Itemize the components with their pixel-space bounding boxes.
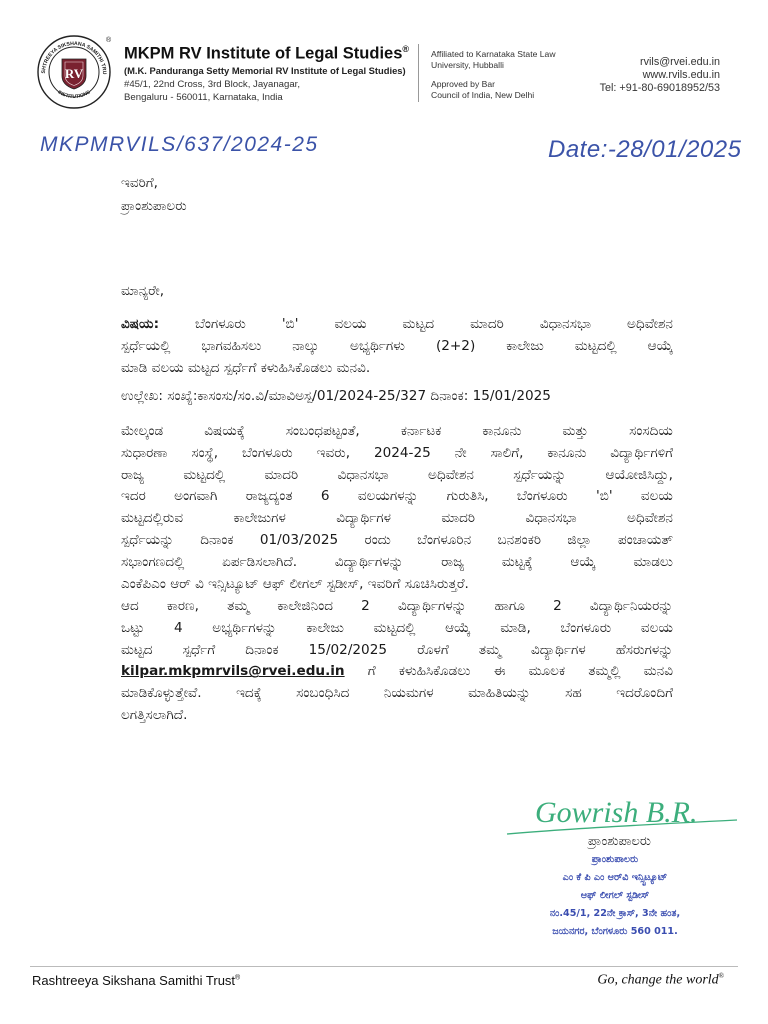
logo-bottom-text: INSTITUTIONS [56,89,92,101]
subject-label: ವಿಷಯ: [121,316,160,332]
paragraph-line-with-email [121,661,673,683]
subject-block [121,314,673,379]
footer-right-registered-mark: ® [718,972,724,980]
affiliation-line-2: University, Hubballi [431,60,504,70]
reference-line: ಉಲ್ಲೇಖ: ಸಂಖ್ಯೆ:ಕಾಸಂಸು/ಸಂ.ವಿ/ಮಾವಿಅಸ್ಪ/01/2024-25/327 ದಿನಾಂಕ: 15/01/2025 [121,388,551,404]
principal-office-seal [510,851,720,941]
paragraph-line: ಲಗತ್ತಿಸಲಾಗಿದೆ. [121,706,188,723]
paragraph-line: ಒಟ್ಟು 4 ಅಭ್ಯರ್ಥಿಗಳನ್ನು ಕಾಲೇಜು ಮಟ್ಟದಲ್ಲಿ ಆಯ್ಕೆ ಮಾಡಿ, ಬೆಂಗಳೂರು ವಲಯ [121,619,673,636]
svg-text:INSTITUTIONS [56,89,92,100]
seal-line: ಪ್ರಾಂಶುಪಾಲರು [591,854,639,865]
paragraph-line: ಮಟ್ಟದ ಸ್ಪರ್ಧೆಗೆ ದಿನಾಂಕ 15/02/2025 ರೊಳಗೆ ತಮ್ಮ ವಿದ್ಯಾರ್ಥಿಗಳ ಹೆಸರುಗಳನ್ನು [121,641,673,658]
handwritten-date: Date:-28/01/2025 [548,136,742,163]
paragraph-line: ಮಾಡಿಕೊಳ್ಳುತ್ತೇವೆ. ಇದಕ್ಕೆ ಸಂಬಂಧಿಸಿದ ನಿಯಮಗಳ ಮಾಹಿತಿಯನ್ನು ಸಹ ಇದರೊಂದಿಗೆ [121,685,673,702]
address-line-2: Bengaluru - 560011, Karnataka, India [124,92,283,103]
handwritten-reference-number: MKPMRVILS/637/2024-25 [40,133,319,156]
paragraph-line: ಎಂಕೆಪಿಎಂ ಆರ್ ವಿ ಇನ್ಸಿಟ್ಯೂಟ್ ಆಫ್ ಲೀಗಲ್ ಸ್ಟಡೀಸ್, ಇವರಿಗೆ ಸೂಚಿಸಿರುತ್ತರೆ. [121,575,469,592]
contact-phone: Tel: +91-80-69018952/53 [599,82,720,94]
rv-institutions-logo [36,34,112,110]
subject-line-3: ಮಾಡಿ ವಲಯ ಮಟ್ಟದ ಸ್ಪರ್ಧೆಗೆ ಕಳುಹಿಸಿಕೊಡಲು ಮನವಿ. [121,359,371,376]
seal-line: ಆಫ್ ಲೀಗಲ್ ಸ್ಟಡೀಸ್ [580,890,650,901]
body-paragraph-1 [121,421,673,595]
seal-line: ಜಯನಗರ, ಬೆಂಗಳೂರು 560 011. [552,926,678,937]
paragraph-line: ಸ್ಪರ್ಧೆಯನ್ನು ದಿನಾಂಕ 01/03/2025 ರಂದು ಬೆಂಗಳೂರಿನ ಬನಶಂಕರಿ ಜಿಲ್ಲಾ ಪಂಚಾಯತ್ [121,531,673,548]
paragraph-line: ಇದರ ಅಂಗವಾಗಿ ರಾಜ್ಯದ್ಯಂತ 6 ವಲಯಗಳನ್ನು ಗುರುತಿಸಿ, ಬೆಂಗಳೂರು 'ಬಿ' ವಲಯ [121,488,673,505]
addressee-to: ಇವರಿಗೆ, [121,175,158,191]
footer-trust-text: Rashtreeya Sikshana Samithi Trust [32,973,236,988]
paragraph-line: ಮಟ್ಟದಲ್ಲಿರುವ ಕಾಲೇಜುಗಳ ವಿದ್ಯಾರ್ಥಿಗಳ ಮಾದರಿ ವಿಧಾನಸಭಾ ಅಧಿವೇಶನ [121,510,673,527]
body-paragraph-2 [121,596,673,727]
signatory-title: ಪ್ರಾಂಶುಪಾಲರು [588,834,651,849]
addressee-recipient: ಪ್ರಾಂಶುಪಾಲರು [121,198,187,214]
subject-text-1: ಬೆಂಗಳೂರು 'ಬಿ' ವಲಯ ಮಟ್ಟದ ಮಾದರಿ ವಿಧಾನಸಭಾ ಅಧಿವೇಶನ [159,316,673,332]
institute-registered-mark: ® [402,44,410,54]
after-email-text: ಗೆ ಕಳುಹಿಸಿಕೊಡಲು ಈ ಮೂಲಕ ತಮ್ಮಲ್ಲಿ ಮನವಿ [344,663,673,680]
logo-monogram: RV [64,66,84,81]
paragraph-line: ರಾಜ್ಯ ಮಟ್ಟದಲ್ಲಿ ಮಾದರಿ ವಿಧಾನಸಭಾ ಅಧಿವೇಶನ ಸ್ಪರ್ಧೆಯನ್ನು ಆಯೋಜಿಸಿದ್ದು, [121,466,673,483]
subject-line-1 [121,314,673,336]
footer-tagline [597,972,724,989]
contact-website: www.rvils.edu.in [642,69,720,81]
contact-email: rvils@rvei.edu.in [640,56,720,68]
seal-line: ನಂ.45/1, 22ನೇ ಕ್ರಾಸ್, 3ನೇ ಹಂತ, [549,908,681,919]
submission-email-link[interactable]: kilpar.mkpmrvils@rvei.edu.in [121,663,345,680]
institute-name-text: MKPM RV Institute of Legal Studies [124,44,403,63]
principal-signature [505,778,745,840]
logo-registered-mark: ® [106,37,112,44]
institute-full-name: (M.K. Panduranga Setty Memorial RV Institute of Legal Studies) [124,65,406,76]
salutation: ಮಾನ್ಯರೇ, [121,283,165,299]
subject-line-2: ಸ್ಪರ್ಧೆಯಲ್ಲಿ ಭಾಗವಹಿಸಲು ನಾಲ್ಕು ಅಭ್ಯರ್ಥಿಗಳು (2+2) ಕಾಲೇಜು ಮಟ್ಟದಲ್ಲಿ ಆಯ್ಕೆ [121,337,673,354]
affiliation-line-1: Affiliated to Karnataka State Law [431,49,556,59]
approval-line-2: Council of India, New Delhi [431,90,535,100]
paragraph-line: ಆದ ಕಾರಣ, ತಮ್ಮ ಕಾಲೇಜಿನಿಂದ 2 ವಿದ್ಯಾರ್ಥಿಗಳನ್ನು ಹಾಗೂ 2 ವಿದ್ಯಾರ್ಥಿನಿಯರನ್ನು [121,598,673,614]
footer-trust-name [32,973,240,988]
letterhead-divider [418,44,419,102]
approval-line-1: Approved by Bar [431,79,496,89]
signature-text: Gowrish B.R. [535,796,698,829]
footer-left-registered-mark: ® [235,974,241,982]
paragraph-line: ಮೇಲ್ಕಂಡ ವಿಷಯಕ್ಕೆ ಸಂಬಂಧಪಟ್ಟಂತೆ, ಕರ್ನಾಟಕ ಕಾನೂನು ಮತ್ತು ಸಂಸದಿಯ [121,423,673,439]
paragraph-line: ಸಭಾಂಗಣದಲ್ಲಿ ಏರ್ಪಡಿಸಲಾಗಿದೆ. ವಿದ್ಯಾರ್ಥಿಗಳನ್ನು ರಾಜ್ಯ ಮಟ್ಟಕ್ಕೆ ಆಯ್ಕೆ ಮಾಡಲು [121,553,673,570]
footer-divider [30,966,738,967]
paragraph-line: ಸುಧಾರಣಾ ಸಂಸ್ಥೆ, ಬೆಂಗಳೂರು ಇವರು, 2024-25 ನೇ ಸಾಲಿಗೆ, ಕಾನೂನು ವಿದ್ಯಾರ್ಥಿಗಳಿಗೆ [121,444,673,461]
footer-tagline-text: Go, change the world [597,972,719,988]
institute-name [124,44,409,64]
logo-top-text: SHTREEYA SIKSHANA SAMITHI TRU [40,40,108,75]
address-line-1: #45/1, 22nd Cross, 3rd Block, Jayanagar, [124,79,300,90]
seal-line: ಎಂ ಕೆ ಪಿ ಎಂ ಆರ್‌ವಿ ಇನ್ಸ್ಟಿಟ್ಯೂಟ್ [562,872,668,883]
